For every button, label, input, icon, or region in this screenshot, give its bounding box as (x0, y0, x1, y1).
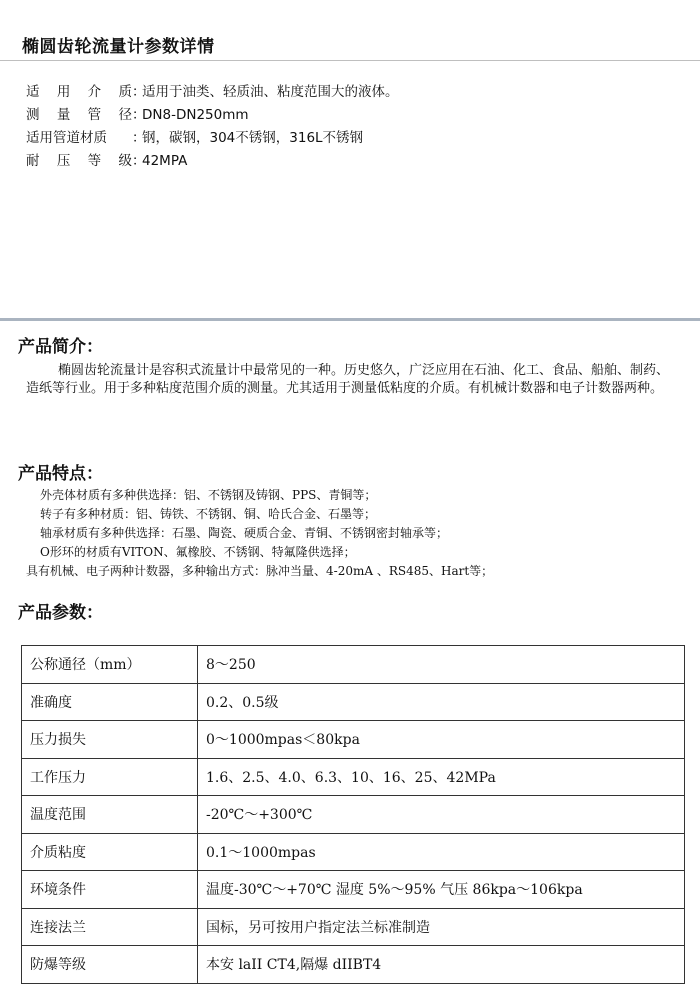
param-value: 本安 laII CT4,隔爆 dIIBT4 (198, 946, 685, 984)
table-row (22, 721, 685, 759)
table-row (22, 758, 685, 796)
list-item: 外壳体材质有多种供选择：铝、不锈钢及铸钢、PPS、青铜等； (40, 488, 377, 502)
params-title: 产品参数： (18, 603, 103, 623)
spec-row-pressure-grade (26, 149, 399, 172)
spec-separator: ： (132, 107, 146, 123)
title-divider (0, 60, 700, 61)
spec-key: 适用管道材质 (26, 130, 107, 146)
spec-key: 测 量 管 径 (26, 107, 132, 123)
param-value: 温度-30℃～+70℃ 湿度 5%～95% 气压 86kpa～106kpa (198, 871, 685, 909)
param-value: 0.1～1000mpas (198, 833, 685, 871)
table-row (22, 646, 685, 684)
section-divider-band (0, 318, 700, 321)
param-key: 温度范围 (22, 796, 198, 834)
param-key: 工作压力 (22, 758, 198, 796)
features-list (26, 486, 493, 581)
spec-value: DN8-DN250mm (142, 107, 249, 123)
param-key: 准确度 (22, 683, 198, 721)
param-key: 公称通径（mm） (22, 646, 198, 684)
list-item: 转子有多种材质：铝、铸铁、不锈钢、铜、哈氏合金、石墨等； (40, 507, 377, 521)
table-row (22, 946, 685, 984)
spec-value: 钢，碳钢，304不锈钢，316L不锈钢 (142, 130, 364, 146)
param-value: 1.6、2.5、4.0、6.3、10、16、25、42MPa (198, 758, 685, 796)
page-title: 椭圆齿轮流量计参数详情 (22, 37, 215, 57)
param-key: 环境条件 (22, 871, 198, 909)
list-item: 轴承材质有多种供选择：石墨、陶瓷、硬质合金、青铜、不锈钢密封轴承等； (40, 526, 449, 540)
intro-title: 产品简介： (18, 337, 103, 357)
param-value: -20℃～+300℃ (198, 796, 685, 834)
spec-list (26, 80, 399, 172)
spec-value: 42MPA (142, 153, 188, 169)
list-item: 具有机械、电子两种计数器，多种输出方式：脉冲当量、4-20mA 、RS485、Hart等； (26, 564, 494, 578)
param-key: 介质粘度 (22, 833, 198, 871)
spec-separator: ： (132, 130, 146, 146)
param-key: 连接法兰 (22, 908, 198, 946)
param-value: 8～250 (198, 646, 685, 684)
param-value: 0.2、0.5级 (198, 683, 685, 721)
spec-key: 耐 压 等 级 (26, 153, 132, 169)
spec-row-pipe-material (26, 126, 399, 149)
spec-key: 适 用 介 质 (26, 84, 132, 100)
features-title: 产品特点： (18, 464, 103, 484)
param-key: 防爆等级 (22, 946, 198, 984)
table-row (22, 871, 685, 909)
param-value: 0～1000mpas＜80kpa (198, 721, 685, 759)
params-table (21, 645, 685, 984)
param-key: 压力损失 (22, 721, 198, 759)
spec-row-diameter (26, 103, 399, 126)
param-value: 国标，另可按用户指定法兰标准制造 (198, 908, 685, 946)
table-row (22, 796, 685, 834)
spec-value: 适用于油类、轻质油、粘度范围大的液体。 (142, 84, 399, 100)
intro-paragraph: 椭圆齿轮流量计是容积式流量计中最常见的一种。历史悠久，广泛应用在石油、化工、食品、船舶、制药、造纸等行业。用于多种粘度范围介质的测量。尤其适用于测量低粘度的介质。有机械计数器和电子计数器两种。 (26, 363, 670, 396)
table-row (22, 908, 685, 946)
spec-row-medium (26, 80, 399, 103)
list-item: O形环的材质有VITON、氟橡胶、不锈钢、特氟隆供选择； (40, 545, 356, 559)
table-row (22, 833, 685, 871)
spec-separator: ： (132, 153, 146, 169)
table-row (22, 683, 685, 721)
spec-separator: ： (132, 84, 146, 100)
